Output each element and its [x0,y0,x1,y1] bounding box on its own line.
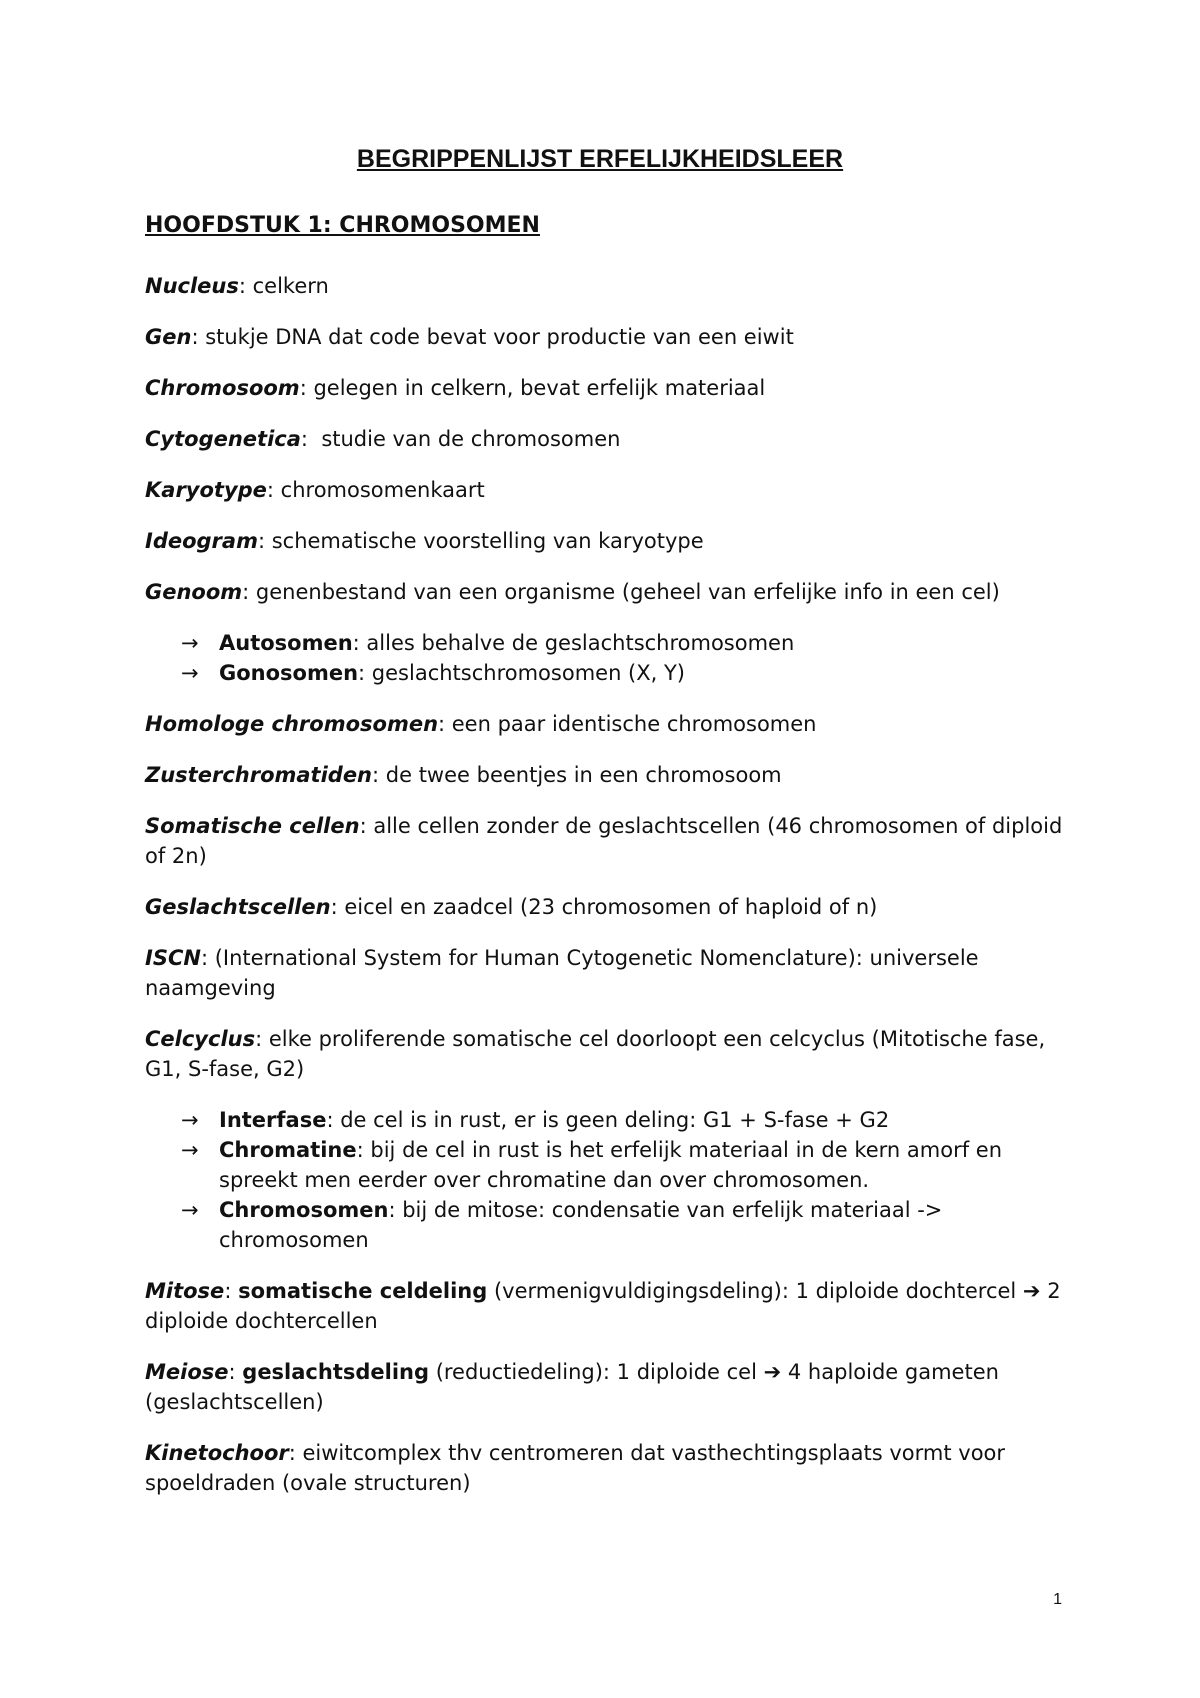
glossary-entry [145,1024,1075,1084]
bullet-item [181,1195,1075,1255]
bullet-item [181,628,1075,658]
bullet-term: Chromatine [219,1138,357,1162]
glossary-definition: : de twee beentjes in een chromosoom [372,763,782,787]
glossary-definition: : elke proliferende somatische cel doorloopt een celcyclus (Mitotische fase, G1, S-fase, G2) [145,1027,1046,1081]
glossary-entry [145,577,1075,607]
glossary-entry [145,943,1075,1003]
glossary-entry [145,709,1075,739]
glossary-term: Chromosoom [145,376,300,400]
glossary-entry [145,811,1075,871]
glossary-definition: : celkern [238,274,329,298]
right-arrow-icon: → [181,1138,199,1162]
glossary-term: Geslachtscellen [145,895,331,919]
bullet-definition: : de cel is in rust, er is geen deling: G1 + S-fase + G2 [326,1108,890,1132]
bullet-term: Gonosomen [219,661,359,685]
glossary-definition: : eiwitcomplex thv centromeren dat vasthechtingsplaats vormt voor spoeldraden (ovale structuren) [145,1441,1006,1495]
bold-arrow-icon: ➔ [1022,1279,1041,1303]
glossary-definition: : alle cellen zonder de geslachtscellen (46 chromosomen of diploid of 2n) [145,814,1063,868]
glossary-term: ISCN [145,946,201,970]
definition-part: (vermenigvuldigingsdeling): 1 diploide dochtercel [487,1279,1023,1303]
bullet-item [181,1105,1075,1135]
right-arrow-icon: → [181,661,199,685]
glossary-entry [145,424,1075,454]
glossary-term: Mitose [145,1279,225,1303]
glossary-definition: : schematische voorstelling van karyotype [257,529,704,553]
bullet-definition: : alles behalve de geslachtschromosomen [352,631,795,655]
right-arrow-icon: → [181,1108,199,1132]
glossary-term: Ideogram [145,529,258,553]
glossary-definition: : een paar identische chromosomen [438,712,817,736]
glossary-body [145,271,1075,1519]
glossary-term: Kinetochoor [145,1441,289,1465]
genoom-subitems [145,628,1075,688]
glossary-entry [145,271,1075,301]
glossary-term: Homologe chromosomen [145,712,439,736]
glossary-entry [145,475,1075,505]
glossary-definition: : gelegen in celkern, bevat erfelijk materiaal [299,376,766,400]
bullet-definition: : bij de mitose: condensatie van erfelijk materiaal -> chromosomen [219,1198,943,1252]
right-arrow-icon: → [181,631,199,655]
document-page [145,0,1075,1698]
bullet-item [181,1135,1075,1195]
chapter-heading: HOOFDSTUK 1: CHROMOSOMEN [145,213,540,238]
glossary-term: Meiose [145,1360,229,1384]
glossary-entry-mitose [145,1276,1075,1336]
definition-part: 4 haploide gameten (geslachtscellen) [145,1360,1006,1414]
glossary-term: Karyotype [145,478,267,502]
glossary-entry [145,373,1075,403]
glossary-term: Genoom [145,580,243,604]
glossary-entry [145,760,1075,790]
glossary-definition: : chromosomenkaart [266,478,485,502]
bold-phrase: geslachtsdeling [242,1360,430,1384]
right-arrow-icon: → [181,1198,199,1222]
separator: : [224,1279,239,1303]
celcyclus-subitems [145,1105,1075,1255]
glossary-term: Gen [145,325,192,349]
document-title: BEGRIPPENLIJST ERFELIJKHEIDSLEER [356,145,844,173]
glossary-term: Zusterchromatiden [145,763,373,787]
bold-phrase: somatische celdeling [238,1279,488,1303]
bold-arrow-icon: ➔ [763,1360,782,1384]
bullet-term: Chromosomen [219,1198,389,1222]
glossary-definition: : (International System for Human Cytogenetic Nomenclature): universele naamgeving [145,946,979,1000]
glossary-term: Somatische cellen [145,814,360,838]
bullet-term: Autosomen [219,631,353,655]
glossary-definition: : studie van de chromosomen [300,427,621,451]
bullet-term: Interfase [219,1108,327,1132]
glossary-entry [145,892,1075,922]
bullet-definition: : geslachtschromosomen (X, Y) [358,661,686,685]
page-number: 1 [1053,1591,1062,1608]
glossary-definition: : eicel en zaadcel (23 chromosomen of haploid of n) [330,895,878,919]
glossary-entry [145,526,1075,556]
definition-part: (reductiedeling): 1 diploide cel [429,1360,764,1384]
separator: : [228,1360,243,1384]
bullet-definition: : bij de cel in rust is het erfelijk materiaal in de kern amorf en spreekt men eerder over chromatine dan over chromosomen. [219,1138,1003,1192]
glossary-definition: : genenbestand van een organisme (geheel van erfelijke info in een cel) [242,580,1000,604]
bullet-item [181,658,1075,688]
glossary-entry [145,1438,1075,1498]
definition-part: 2 diploide dochtercellen [145,1279,1068,1333]
glossary-term: Cytogenetica [145,427,301,451]
glossary-definition: : stukje DNA dat code bevat voor productie van een eiwit [191,325,794,349]
glossary-term: Nucleus [145,274,239,298]
glossary-entry-meiose [145,1357,1075,1417]
glossary-entry [145,322,1075,352]
glossary-term: Celcyclus [145,1027,256,1051]
